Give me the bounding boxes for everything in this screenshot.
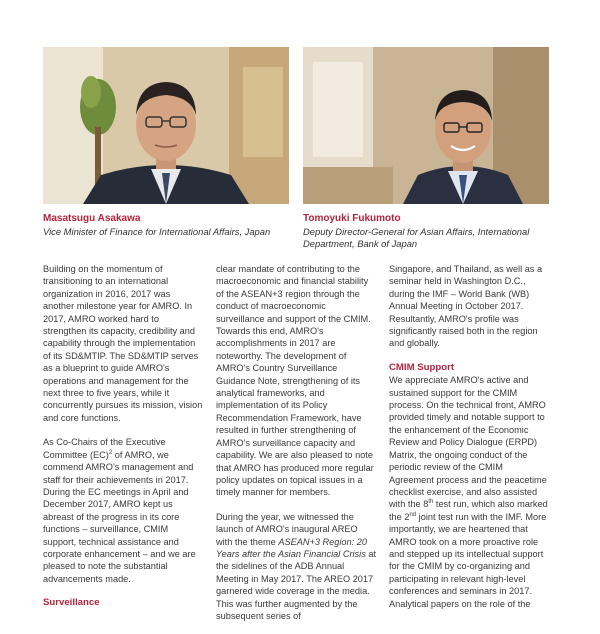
section-heading-surveillance: Surveillance	[43, 597, 100, 609]
text-column-1	[43, 263, 203, 610]
person-name: Tomoyuki Fukumoto	[303, 213, 401, 224]
caption-asakawa	[43, 212, 293, 238]
paragraph: As Co-Chairs of the Executive Committee (EC)$^2$ of AMRO, we commend AMRO's management and staff for their achievements in 2017. During the EC meetings in April and December 2017, AMRO kept us abreast of the progress in its core functions – surveillance, CMIM support, technical assistance and corporate enhancement – and we are pleased to note the substantial advancements made.	[43, 437, 196, 584]
paragraph: During the year, we witnessed the launch of AMRO's inaugural AREO with the theme ASEAN+3 Region: 20 Years after the Asian Financial Crisis at the sidelines of the ADB Annual Meeting in May 2017. The AREO 2017 garnered wide coverage in the media. This was further augmented by the subsequent series of	[216, 511, 377, 621]
text-column-2	[216, 263, 376, 634]
person-title: Vice Minister of Finance for International Affairs, Japan	[43, 226, 271, 237]
photo-masatsugu-asakawa	[43, 47, 289, 204]
text-column-3	[389, 263, 549, 622]
person-title: Deputy Director-General for Asian Affairs, International Department, Bank of Japan	[303, 226, 530, 249]
paragraph: clear mandate of contributing to the macroeconomic and financial stability of the ASEAN+3 region through the conduct of macroeconomic surveillance and support of the CMIM. Towards this end, AMRO's accomplishments in 2017 are noteworthy. The development of AMRO's Country Surveillance Guidance Note, strengthening of its analytical frameworks, and implementation of its Policy Recommendation Framework, have resulted in further strengthening of AMRO's surveillance capacity and capability. We are also pleased to note that AMRO has produced more regular policy updates on topical issues in a timely manner for members.	[216, 264, 374, 498]
person-name: Masatsugu Asakawa	[43, 213, 141, 224]
paragraph: We appreciate AMRO's active and sustained support for the CMIM process. On the technical front, AMRO provided timely and notable support to the enhancement of the Economic Review and Policy Dialogue (ERPD) Matrix, the ongoing conduct of the periodic review of the CMIM Agreement process and the peacetime checklist exercise, and also assisted with the 8th test run, which also marked the 2nd joint test run with the IMF. More importantly, we are heartened that AMRO took on a more proactive role and stepped up its intellectual support for the CMIM by co-organizing and participating in relevant high-level conferences and seminars in 2017. Analytical papers on the role of the	[389, 375, 548, 609]
paragraph: Building on the momentum of transitioning to an international organization in 2016, 2017 was another milestone year for AMRO. In 2017, AMRO worked hard to strengthen its capacity, credibility and capability through the implementation of its SD&MTIP. The SD&MTIP serves as a blueprint to guide AMRO's operations and management for the next three to five years, while it concurrently pursues its mission, vision and core functions.	[43, 264, 203, 423]
paragraph: Singapore, and Thailand, as well as a seminar held in Washington D.C., during the IMF – World Bank (WB) Annual Meeting in October 2017. Resultantly, AMRO's profile was significantly raised both in the region and globally.	[389, 264, 543, 349]
report-title: ASEAN+3 Region: 20 Years after the Asian Financial Crisis	[216, 536, 367, 559]
section-heading-cmim-support: CMIM Support	[389, 361, 455, 373]
photo-tomoyuki-fukumoto	[303, 47, 549, 204]
footnote-marker[interactable]: 2	[108, 449, 113, 456]
caption-fukumoto	[303, 212, 553, 250]
